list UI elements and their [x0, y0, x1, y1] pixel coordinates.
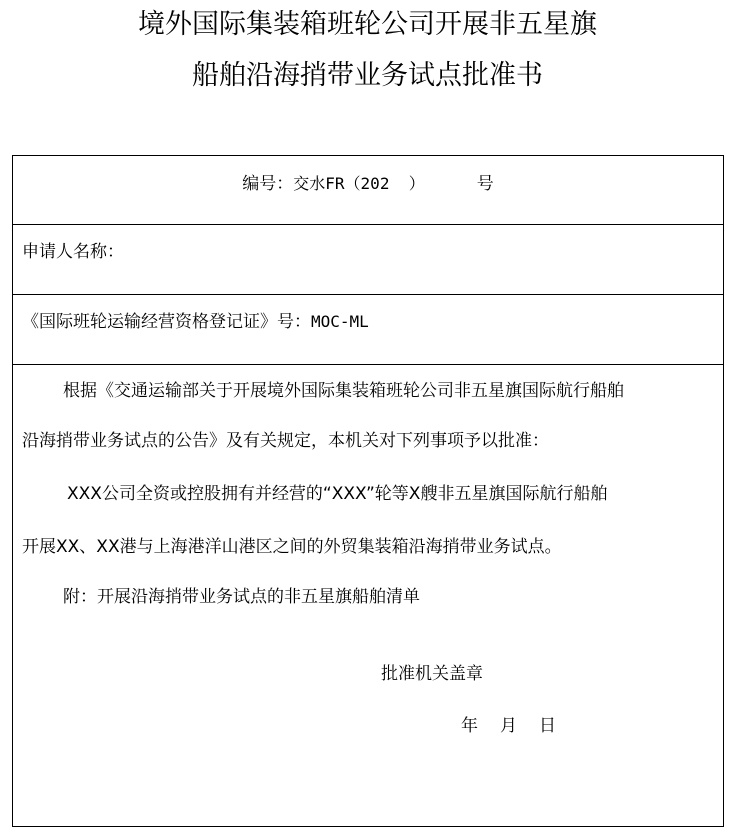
approval-number-label: 编号：: [242, 174, 294, 194]
approval-body-paragraph-1-continued: 沿海捎带业务试点的公告》及有关规定，本机关对下列事项予以批准：: [22, 431, 549, 451]
date-month: 月: [500, 716, 517, 736]
document-title-line-2: 船舶沿海捎带业务试点批准书: [192, 60, 543, 91]
approval-body-paragraph-1: 根据《交通运输部关于开展境外国际集装箱班轮公司非五星旗国际航行船舶: [63, 381, 624, 401]
approval-form-table: [12, 155, 724, 827]
approval-body-paragraph-2-continued: 开展XX、XX港与上海港洋山港区之间的外贸集装箱沿海捎带业务试点。: [22, 537, 562, 557]
applicant-name-row: [13, 225, 723, 295]
approval-authority-seal: 批准机关盖章: [381, 664, 483, 684]
registration-certificate-label: 《国际班轮运输经营资格登记证》号：: [22, 312, 311, 332]
date-day: 日: [539, 716, 556, 736]
approval-body-paragraph-2: XXX公司全资或控股拥有并经营的“XXX”轮等X艘非五星旗国际航行船舶: [67, 484, 608, 504]
approval-number-code: 交水FR（202 ）: [293, 174, 425, 193]
date-year: 年: [461, 716, 478, 736]
applicant-name-label: 申请人名称：: [22, 242, 124, 262]
registration-certificate-row: [13, 295, 723, 365]
registration-certificate-code: MOC-ML: [311, 312, 369, 331]
attachment-note: 附：开展沿海捎带业务试点的非五星旗船舶清单: [63, 587, 420, 607]
approval-number-row: [13, 156, 723, 225]
approval-number-suffix: 号: [476, 174, 494, 194]
approval-body-section: [13, 365, 723, 826]
document-title-line-1: 境外国际集装箱班轮公司开展非五星旗: [138, 9, 597, 40]
approval-date: [461, 714, 556, 738]
